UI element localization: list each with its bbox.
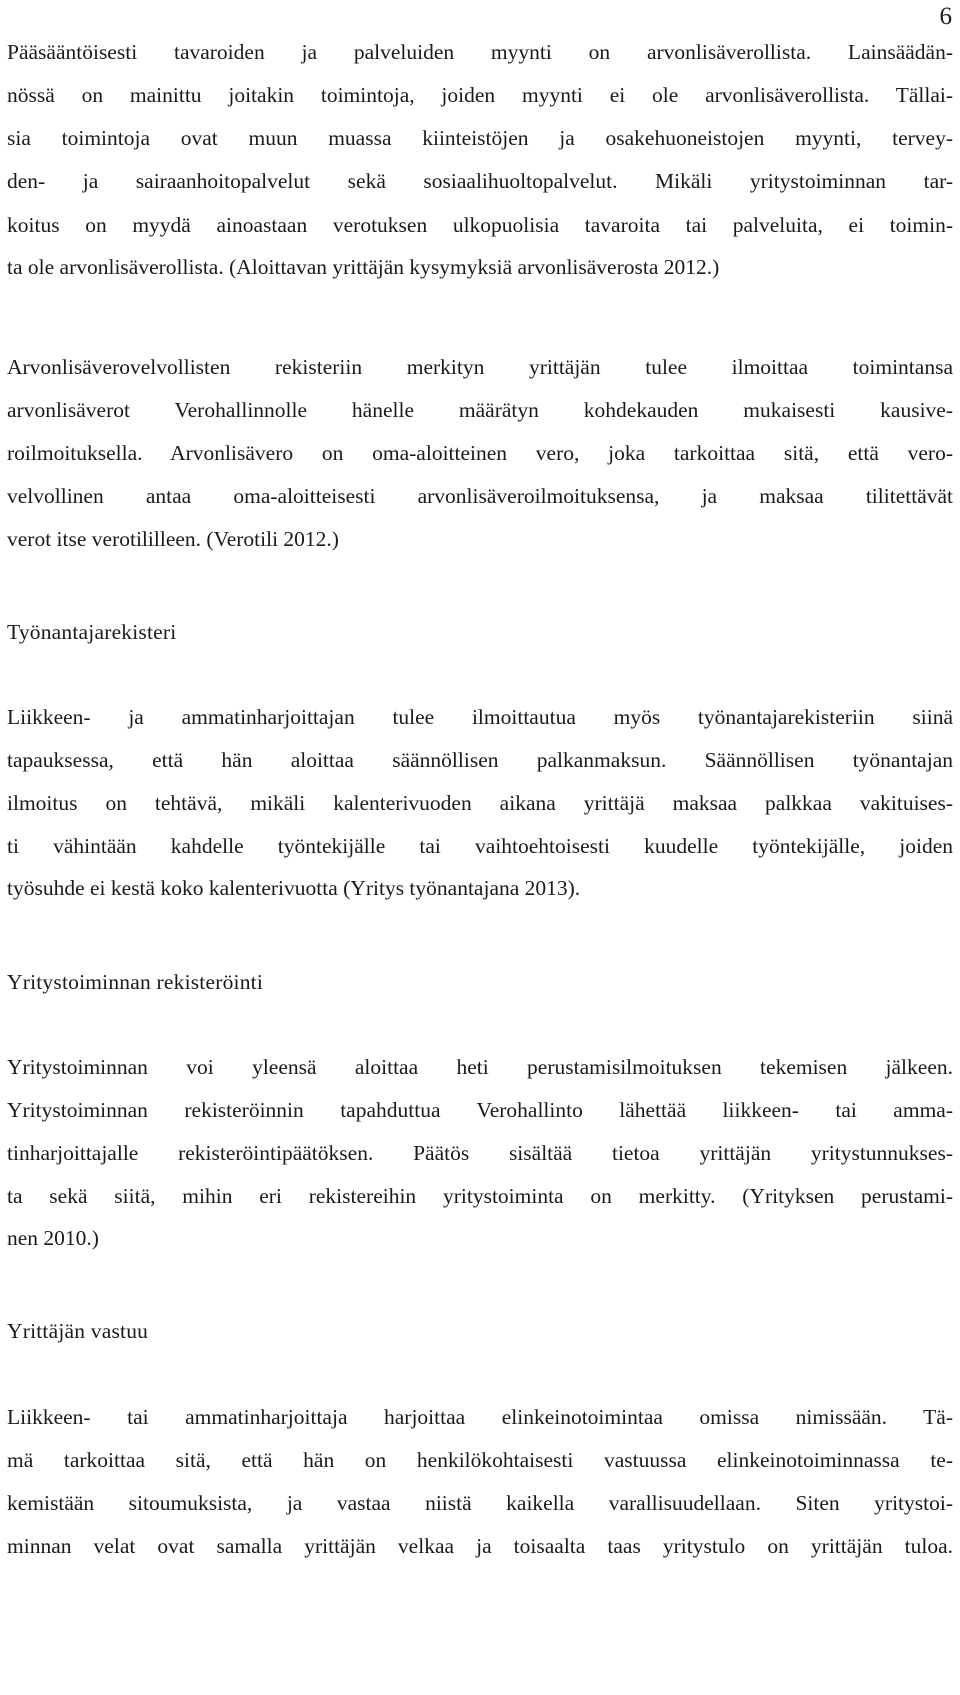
paragraph-1-line: sia toimintoja ovat muun muassa kiinteistöjen ja osakehuoneistojen myynti, tervey- — [7, 126, 953, 150]
paragraph-4-line: ta sekä siitä, mihin eri rekistereihin yritystoiminta on merkitty. (Yrityksen perustami- — [7, 1184, 953, 1208]
paragraph-3-line: työsuhde ei kestä koko kalenterivuotta (Yritys työnantajana 2013). — [7, 876, 581, 900]
paragraph-5-line: mä tarkoittaa sitä, että hän on henkilökohtaisesti vastuussa elinkeinotoiminnassa te- — [7, 1448, 953, 1472]
paragraph-4-line: Yritystoiminnan rekisteröinnin tapahduttua Verohallinto lähettää liikkeen- tai amma- — [7, 1098, 953, 1122]
page-number: 6 — [939, 3, 952, 30]
paragraph-3-line: tapauksessa, että hän aloittaa säännöllisen palkanmaksun. Säännöllisen työnantajan — [7, 748, 953, 772]
paragraph-1-line: ta ole arvonlisäverollista. (Aloittavan yrittäjän kysymyksiä arvonlisäverosta 2012.) — [7, 255, 720, 279]
paragraph-3-line: ilmoitus on tehtävä, mikäli kalenterivuoden aikana yrittäjä maksaa palkkaa vakituises- — [7, 791, 953, 815]
paragraph-2-line: velvollinen antaa oma-aloitteisesti arvonlisäveroilmoituksensa, ja maksaa tilitettävät — [7, 484, 953, 508]
paragraph-1-line: Pääsääntöisesti tavaroiden ja palveluiden myynti on arvonlisäverollista. Lainsäädän- — [7, 40, 953, 64]
section-heading-employer-register: Työnantajarekisteri — [7, 620, 177, 644]
paragraph-2-line: verot itse verotililleen. (Verotili 2012.) — [7, 527, 339, 551]
paragraph-4-line: tinharjoittajalle rekisteröintipäätöksen. Päätös sisältää tietoa yrittäjän yritystunnukses- — [7, 1141, 953, 1165]
paragraph-5-line: minnan velat ovat samalla yrittäjän velkaa ja toisaalta taas yritystulo on yrittäjän tuloa. — [7, 1534, 953, 1558]
section-heading-entrepreneur-liability: Yrittäjän vastuu — [7, 1319, 149, 1343]
paragraph-4-line: nen 2010.) — [7, 1226, 99, 1250]
paragraph-1-line: koitus on myydä ainoastaan verotuksen ulkopuolisia tavaroita tai palveluita, ei toimin- — [7, 213, 953, 237]
paragraph-5-line: Liikkeen- tai ammatinharjoittaja harjoittaa elinkeinotoimintaa omissa nimissään. Tä- — [7, 1405, 953, 1429]
section-heading-business-registration: Yritystoiminnan rekisteröinti — [7, 970, 263, 994]
paragraph-5-line: kemistään sitoumuksista, ja vastaa niistä kaikella varallisuudellaan. Siten yritystoi- — [7, 1491, 953, 1515]
paragraph-3-line: Liikkeen- ja ammatinharjoittajan tulee ilmoittautua myös työnantajarekisteriin siinä — [7, 705, 953, 729]
paragraph-2-line: roilmoituksella. Arvonlisävero on oma-aloitteinen vero, joka tarkoittaa sitä, että vero- — [7, 441, 953, 465]
paragraph-3-line: ti vähintään kahdelle työntekijälle tai vaihtoehtoisesti kuudelle työntekijälle, joiden — [7, 834, 953, 858]
paragraph-1-line: nössä on mainittu joitakin toimintoja, joiden myynti ei ole arvonlisäverollista. Tällai- — [7, 83, 953, 107]
paragraph-2-line: arvonlisäverot Verohallinnolle hänelle määrätyn kohdekauden mukaisesti kausive- — [7, 398, 953, 422]
paragraph-1-line: den- ja sairaanhoitopalvelut sekä sosiaalihuoltopalvelut. Mikäli yritystoiminnan tar- — [7, 169, 953, 193]
paragraph-2-line: Arvonlisäverovelvollisten rekisteriin merkityn yrittäjän tulee ilmoittaa toimintansa — [7, 355, 953, 379]
paragraph-4-line: Yritystoiminnan voi yleensä aloittaa heti perustamisilmoituksen tekemisen jälkeen. — [7, 1055, 953, 1079]
